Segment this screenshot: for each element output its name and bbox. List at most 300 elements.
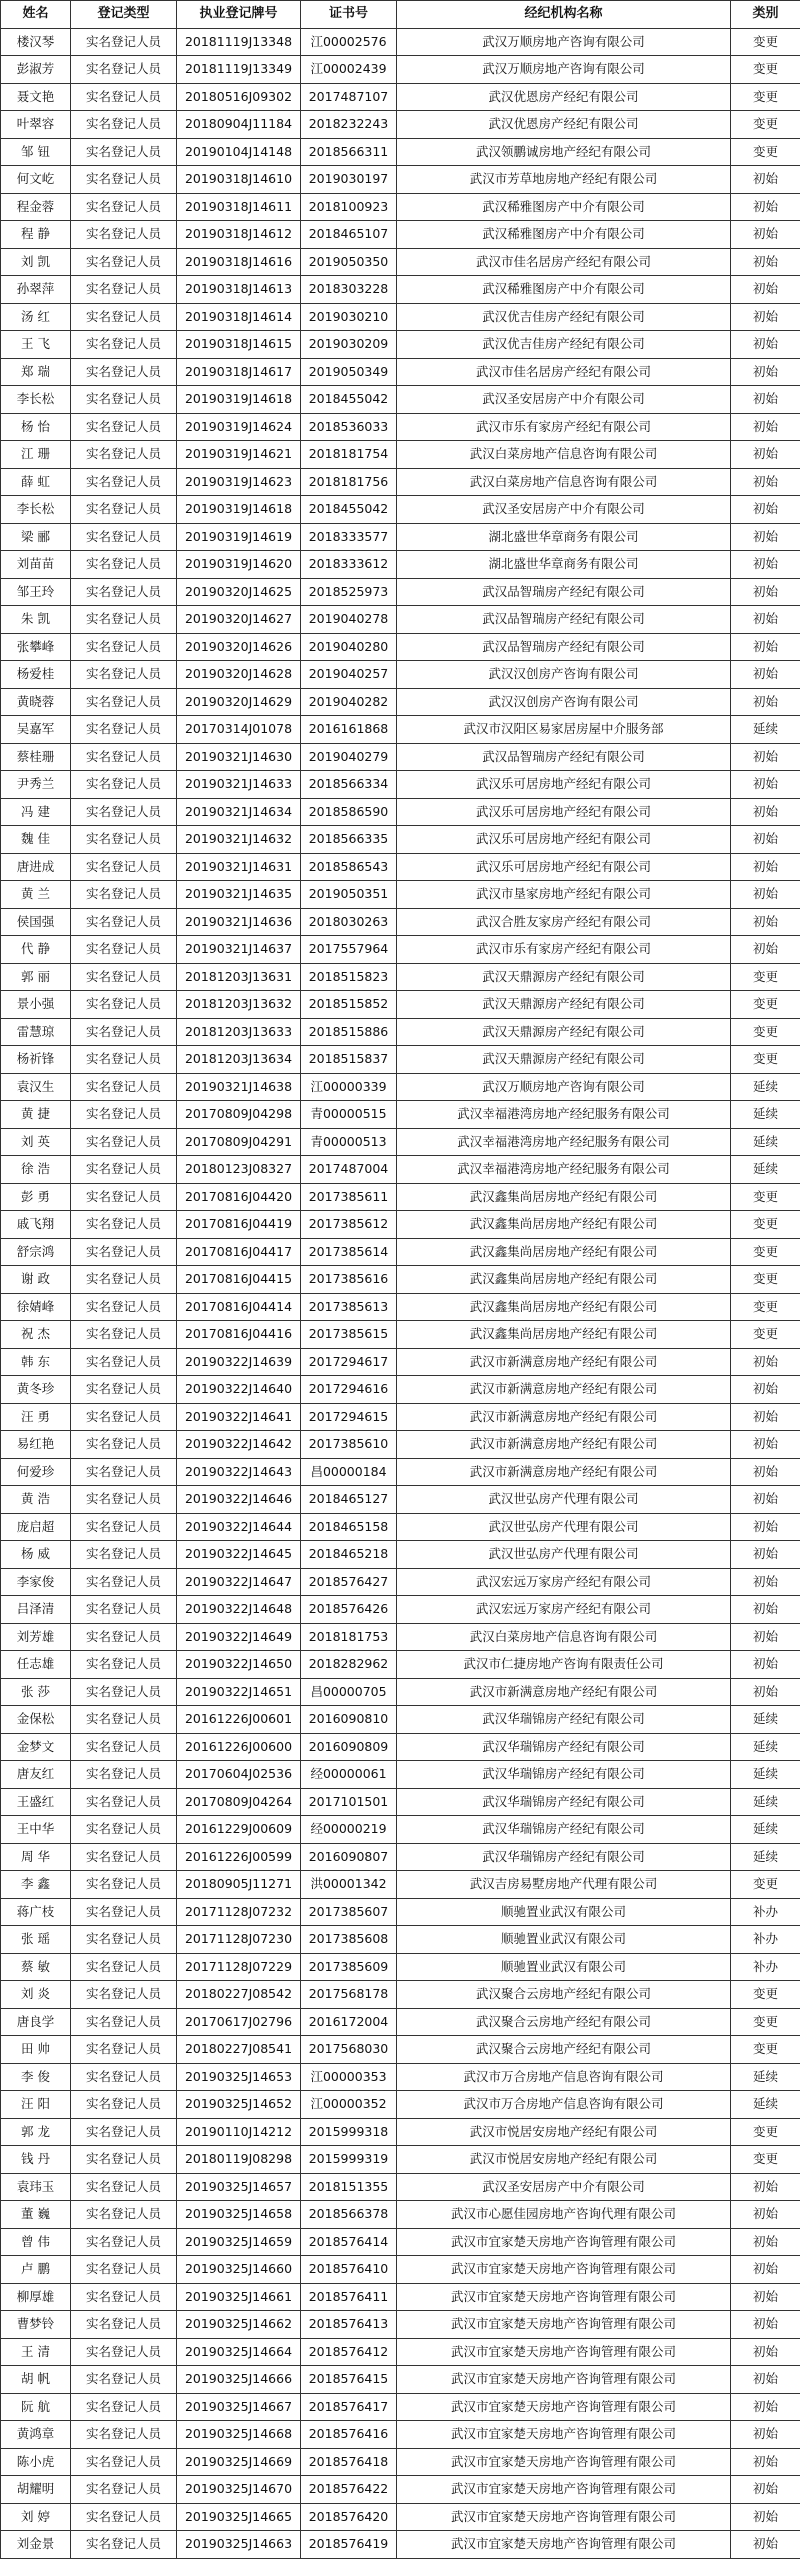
type-cell: 实名登记人员 [71,166,177,194]
category-cell: 初始 [731,221,800,249]
category-cell: 变更 [731,2036,800,2064]
exec-no-cell: 20190325J14652 [177,2091,301,2119]
cert-no-cell: 2017101501 [301,1788,397,1816]
name-cell: 孙翠萍 [1,276,71,304]
table-row [1,166,800,194]
agency-cell: 武汉稀雅图房产中介有限公司 [397,276,731,304]
table-row [1,826,800,854]
type-cell: 实名登记人员 [71,1321,177,1349]
cert-no-cell: 2018151355 [301,2173,397,2201]
cert-no-cell: 2017385609 [301,1953,397,1981]
type-cell: 实名登记人员 [71,1761,177,1789]
category-cell: 变更 [731,1293,800,1321]
table-row [1,111,800,139]
name-cell: 舒宗鸿 [1,1238,71,1266]
table-row [1,2448,800,2476]
table-row [1,1486,800,1514]
type-cell: 实名登记人员 [71,1486,177,1514]
name-cell: 蒋广枝 [1,1898,71,1926]
name-cell: 陈小虎 [1,2448,71,2476]
table-row [1,1156,800,1184]
exec-no-cell: 20190318J14613 [177,276,301,304]
agency-cell: 武汉聚合云房地产经纪有限公司 [397,1981,731,2009]
type-cell: 实名登记人员 [71,83,177,111]
cert-no-cell: 2019030197 [301,166,397,194]
exec-no-cell: 20180516J09302 [177,83,301,111]
type-cell: 实名登记人员 [71,881,177,909]
type-cell: 实名登记人员 [71,908,177,936]
agency-cell: 武汉白菜房地产信息咨询有限公司 [397,441,731,469]
type-cell: 实名登记人员 [71,386,177,414]
category-cell: 初始 [731,2366,800,2394]
name-cell: 雷慧琼 [1,1018,71,1046]
cert-no-cell: 江00000339 [301,1073,397,1101]
agency-cell: 武汉优吉佳房产经纪有限公司 [397,303,731,331]
cert-no-cell: 2018586543 [301,853,397,881]
exec-no-cell: 20190318J14614 [177,303,301,331]
category-cell: 变更 [731,963,800,991]
type-cell: 实名登记人员 [71,1348,177,1376]
agency-cell: 武汉圣安居房产中介有限公司 [397,496,731,524]
exec-no-cell: 20190319J14620 [177,551,301,579]
table-row [1,303,800,331]
exec-no-cell: 20190325J14657 [177,2173,301,2201]
agency-cell: 武汉圣安居房产中介有限公司 [397,2173,731,2201]
name-cell: 曹梦铃 [1,2311,71,2339]
agency-cell: 武汉华瑞锦房产经纪有限公司 [397,1706,731,1734]
name-cell: 郑 瑞 [1,358,71,386]
table-row [1,991,800,1019]
category-cell: 初始 [731,1623,800,1651]
name-cell: 黄 捷 [1,1101,71,1129]
table-row [1,2063,800,2091]
name-cell: 楼汉琴 [1,28,71,56]
agency-cell: 武汉圣安居房产中介有限公司 [397,386,731,414]
exec-no-cell: 20170809J04298 [177,1101,301,1129]
agency-cell: 武汉鑫集尚居房地产经纪有限公司 [397,1211,731,1239]
name-cell: 易红艳 [1,1431,71,1459]
type-cell: 实名登记人员 [71,2476,177,2504]
exec-no-cell: 20161226J00600 [177,1733,301,1761]
agency-cell: 武汉市新满意房地产经纪有限公司 [397,1458,731,1486]
table-row [1,2118,800,2146]
name-cell: 李长松 [1,386,71,414]
table-row [1,1348,800,1376]
category-cell: 初始 [731,496,800,524]
name-cell: 代 静 [1,936,71,964]
type-cell: 实名登记人员 [71,1513,177,1541]
category-cell: 初始 [731,1651,800,1679]
agency-cell: 武汉世弘房产代理有限公司 [397,1513,731,1541]
name-cell: 董 巍 [1,2201,71,2229]
table-row [1,1183,800,1211]
category-cell: 初始 [731,798,800,826]
cert-no-cell: 2018282962 [301,1651,397,1679]
table-row [1,468,800,496]
agency-cell: 武汉市汉阳区易家居房屋中介服务部 [397,716,731,744]
category-cell: 变更 [731,1981,800,2009]
name-cell: 黄冬珍 [1,1376,71,1404]
type-cell: 实名登记人员 [71,2036,177,2064]
category-cell: 初始 [731,1431,800,1459]
exec-no-cell: 20161226J00599 [177,1843,301,1871]
cert-no-cell: 2017385607 [301,1898,397,1926]
table-row [1,1403,800,1431]
name-cell: 彭淑芳 [1,56,71,84]
table-row [1,963,800,991]
exec-no-cell: 20190319J14623 [177,468,301,496]
cert-no-cell: 2018576422 [301,2476,397,2504]
header-name: 姓名 [1,1,71,29]
agency-cell: 武汉市宜家楚天房地产咨询管理有限公司 [397,2531,731,2559]
name-cell: 刘 炎 [1,1981,71,2009]
category-cell: 初始 [731,468,800,496]
agency-cell: 武汉天鼎源房产经纪有限公司 [397,1018,731,1046]
agency-cell: 武汉幸福港湾房地产经纪服务有限公司 [397,1101,731,1129]
category-cell: 初始 [731,2421,800,2449]
agency-cell: 武汉市宜家楚天房地产咨询管理有限公司 [397,2448,731,2476]
category-cell: 初始 [731,661,800,689]
category-cell: 变更 [731,2008,800,2036]
cert-no-cell: 2018333577 [301,523,397,551]
agency-cell: 武汉天鼎源房产经纪有限公司 [397,991,731,1019]
table-row [1,1266,800,1294]
agency-cell: 武汉市宜家楚天房地产咨询管理有限公司 [397,2393,731,2421]
cert-no-cell: 江00000352 [301,2091,397,2119]
cert-no-cell: 2018576412 [301,2338,397,2366]
name-cell: 袁汉生 [1,1073,71,1101]
name-cell: 江 珊 [1,441,71,469]
name-cell: 杨 怡 [1,413,71,441]
cert-no-cell: 江00002439 [301,56,397,84]
agency-cell: 武汉市新满意房地产经纪有限公司 [397,1376,731,1404]
type-cell: 实名登记人员 [71,2448,177,2476]
agency-cell: 武汉市新满意房地产经纪有限公司 [397,1431,731,1459]
cert-no-cell: 2019040280 [301,633,397,661]
table-row [1,908,800,936]
exec-no-cell: 20180905J11271 [177,1871,301,1899]
exec-no-cell: 20190322J14645 [177,1541,301,1569]
exec-no-cell: 20190325J14669 [177,2448,301,2476]
cert-no-cell: 2017568030 [301,2036,397,2064]
name-cell: 柳厚雄 [1,2283,71,2311]
cert-no-cell: 2018576410 [301,2256,397,2284]
name-cell: 朱 凯 [1,606,71,634]
type-cell: 实名登记人员 [71,2531,177,2559]
cert-no-cell: 经00000219 [301,1816,397,1844]
category-cell: 初始 [731,853,800,881]
table-row [1,936,800,964]
category-cell: 初始 [731,193,800,221]
name-cell: 彭 勇 [1,1183,71,1211]
table-row [1,1458,800,1486]
exec-no-cell: 20170314J01078 [177,716,301,744]
table-row [1,578,800,606]
table-row [1,1761,800,1789]
type-cell: 实名登记人员 [71,1046,177,1074]
cert-no-cell: 2017294616 [301,1376,397,1404]
category-cell: 初始 [731,936,800,964]
agency-cell: 武汉品智瑞房产经纪有限公司 [397,606,731,634]
table-row [1,2476,800,2504]
table-row [1,2008,800,2036]
table-row [1,1541,800,1569]
table-row [1,2283,800,2311]
type-cell: 实名登记人员 [71,826,177,854]
exec-no-cell: 20190321J14636 [177,908,301,936]
agency-cell: 武汉汉创房产咨询有限公司 [397,688,731,716]
category-cell: 变更 [731,991,800,1019]
category-cell: 初始 [731,358,800,386]
exec-no-cell: 20181119J13349 [177,56,301,84]
exec-no-cell: 20190325J14668 [177,2421,301,2449]
name-cell: 尹秀兰 [1,771,71,799]
type-cell: 实名登记人员 [71,1788,177,1816]
agency-cell: 武汉乐可居房地产经纪有限公司 [397,826,731,854]
exec-no-cell: 20190325J14664 [177,2338,301,2366]
category-cell: 初始 [731,2173,800,2201]
agency-cell: 武汉市宜家楚天房地产咨询管理有限公司 [397,2421,731,2449]
exec-no-cell: 20190318J14611 [177,193,301,221]
type-cell: 实名登记人员 [71,1596,177,1624]
type-cell: 实名登记人员 [71,2173,177,2201]
type-cell: 实名登记人员 [71,1568,177,1596]
table-row [1,2366,800,2394]
type-cell: 实名登记人员 [71,1816,177,1844]
exec-no-cell: 20190322J14647 [177,1568,301,1596]
table-row [1,1926,800,1954]
exec-no-cell: 20190322J14650 [177,1651,301,1679]
category-cell: 变更 [731,56,800,84]
table-row [1,1128,800,1156]
type-cell: 实名登记人员 [71,661,177,689]
table-row [1,853,800,881]
cert-no-cell: 昌00000184 [301,1458,397,1486]
type-cell: 实名登记人员 [71,1953,177,1981]
type-cell: 实名登记人员 [71,2063,177,2091]
type-cell: 实名登记人员 [71,1128,177,1156]
table-row [1,1981,800,2009]
category-cell: 初始 [731,1596,800,1624]
agency-cell: 武汉市宜家楚天房地产咨询管理有限公司 [397,2256,731,2284]
table-row [1,1293,800,1321]
category-cell: 初始 [731,606,800,634]
agency-cell: 武汉品智瑞房产经纪有限公司 [397,633,731,661]
agency-cell: 武汉汉创房产咨询有限公司 [397,661,731,689]
name-cell: 程 静 [1,221,71,249]
type-cell: 实名登记人员 [71,2338,177,2366]
name-cell: 汪 阳 [1,2091,71,2119]
table-row [1,2036,800,2064]
agency-cell: 武汉鑫集尚居房地产经纪有限公司 [397,1266,731,1294]
agency-cell: 武汉华瑞锦房产经纪有限公司 [397,1761,731,1789]
table-row [1,1376,800,1404]
exec-no-cell: 20171128J07229 [177,1953,301,1981]
exec-no-cell: 20180904J11184 [177,111,301,139]
type-cell: 实名登记人员 [71,1403,177,1431]
category-cell: 变更 [731,2146,800,2174]
name-cell: 蔡 敏 [1,1953,71,1981]
table-row [1,633,800,661]
type-cell: 实名登记人员 [71,276,177,304]
category-cell: 初始 [731,1513,800,1541]
category-cell: 初始 [731,2228,800,2256]
category-cell: 初始 [731,1678,800,1706]
name-cell: 庞启超 [1,1513,71,1541]
type-cell: 实名登记人员 [71,1623,177,1651]
exec-no-cell: 20190321J14632 [177,826,301,854]
agency-cell: 武汉市宜家楚天房地产咨询管理有限公司 [397,2338,731,2366]
category-cell: 初始 [731,166,800,194]
category-cell: 初始 [731,826,800,854]
table-row [1,1046,800,1074]
category-cell: 变更 [731,1238,800,1266]
type-cell: 实名登记人员 [71,551,177,579]
name-cell: 黄 浩 [1,1486,71,1514]
cert-no-cell: 2018576419 [301,2531,397,2559]
name-cell: 叶翠容 [1,111,71,139]
exec-no-cell: 20190322J14649 [177,1623,301,1651]
exec-no-cell: 20180227J08542 [177,1981,301,2009]
type-cell: 实名登记人员 [71,1073,177,1101]
exec-no-cell: 20170809J04291 [177,1128,301,1156]
agency-cell: 武汉市万合房地产信息咨询有限公司 [397,2091,731,2119]
category-cell: 初始 [731,2393,800,2421]
type-cell: 实名登记人员 [71,2503,177,2531]
name-cell: 冯 建 [1,798,71,826]
name-cell: 汪 勇 [1,1403,71,1431]
name-cell: 黄 兰 [1,881,71,909]
category-cell: 变更 [731,1266,800,1294]
name-cell: 李 鑫 [1,1871,71,1899]
name-cell: 徐 浩 [1,1156,71,1184]
exec-no-cell: 20190319J14621 [177,441,301,469]
type-cell: 实名登记人员 [71,578,177,606]
agency-cell: 顺驰置业武汉有限公司 [397,1898,731,1926]
header-cert-no: 证书号 [301,1,397,29]
category-cell: 变更 [731,111,800,139]
cert-no-cell: 2017487004 [301,1156,397,1184]
type-cell: 实名登记人员 [71,1706,177,1734]
table-row [1,1431,800,1459]
table-row [1,56,800,84]
name-cell: 李长松 [1,496,71,524]
exec-no-cell: 20161229J00609 [177,1816,301,1844]
cert-no-cell: 2018576420 [301,2503,397,2531]
name-cell: 黄晓蓉 [1,688,71,716]
exec-no-cell: 20190321J14633 [177,771,301,799]
category-cell: 延续 [731,2063,800,2091]
name-cell: 邹 钮 [1,138,71,166]
table-row [1,413,800,441]
type-cell: 实名登记人员 [71,468,177,496]
table-row [1,551,800,579]
category-cell: 补办 [731,1953,800,1981]
cert-no-cell: 2017385610 [301,1431,397,1459]
table-body [1,28,800,2558]
exec-no-cell: 20180119J08298 [177,2146,301,2174]
exec-no-cell: 20171128J07230 [177,1926,301,1954]
exec-no-cell: 20190325J14670 [177,2476,301,2504]
type-cell: 实名登记人员 [71,248,177,276]
exec-no-cell: 20170617J02796 [177,2008,301,2036]
name-cell: 唐友红 [1,1761,71,1789]
category-cell: 变更 [731,1046,800,1074]
name-cell: 郭 龙 [1,2118,71,2146]
cert-no-cell: 洪00001342 [301,1871,397,1899]
agency-cell: 武汉领鹏诚房地产经纪有限公司 [397,138,731,166]
category-cell: 延续 [731,716,800,744]
category-cell: 初始 [731,633,800,661]
name-cell: 戚飞翔 [1,1211,71,1239]
category-cell: 初始 [731,523,800,551]
table-row [1,276,800,304]
type-cell: 实名登记人员 [71,193,177,221]
name-cell: 郭 丽 [1,963,71,991]
agency-cell: 武汉白菜房地产信息咨询有限公司 [397,1623,731,1651]
agency-cell: 武汉市佳名居房产经纪有限公司 [397,248,731,276]
cert-no-cell: 2017568178 [301,1981,397,2009]
agency-cell: 武汉市宜家楚天房地产咨询管理有限公司 [397,2283,731,2311]
name-cell: 李 俊 [1,2063,71,2091]
name-cell: 阮 航 [1,2393,71,2421]
category-cell: 初始 [731,1541,800,1569]
name-cell: 景小强 [1,991,71,1019]
table-row [1,331,800,359]
exec-no-cell: 20181203J13632 [177,991,301,1019]
cert-no-cell: 2018566334 [301,771,397,799]
cert-no-cell: 2018566311 [301,138,397,166]
category-cell: 初始 [731,303,800,331]
cert-no-cell: 2019050349 [301,358,397,386]
type-cell: 实名登记人员 [71,853,177,881]
cert-no-cell: 2018100923 [301,193,397,221]
cert-no-cell: 2015999318 [301,2118,397,2146]
type-cell: 实名登记人员 [71,1211,177,1239]
type-cell: 实名登记人员 [71,688,177,716]
type-cell: 实名登记人员 [71,441,177,469]
name-cell: 唐进成 [1,853,71,881]
table-row [1,1568,800,1596]
type-cell: 实名登记人员 [71,221,177,249]
name-cell: 蔡桂珊 [1,743,71,771]
name-cell: 王盛红 [1,1788,71,1816]
agency-cell: 武汉市新满意房地产经纪有限公司 [397,1678,731,1706]
cert-no-cell: 2018181756 [301,468,397,496]
cert-no-cell: 青00000513 [301,1128,397,1156]
cert-no-cell: 经00000061 [301,1761,397,1789]
cert-no-cell: 2018181754 [301,441,397,469]
agency-cell: 武汉华瑞锦房产经纪有限公司 [397,1843,731,1871]
name-cell: 刘 英 [1,1128,71,1156]
cert-no-cell: 2019050351 [301,881,397,909]
agency-cell: 武汉市乐有家房产经纪有限公司 [397,936,731,964]
agency-cell: 武汉聚合云房地产经纪有限公司 [397,2036,731,2064]
category-cell: 初始 [731,2283,800,2311]
agency-cell: 武汉市悦居安房地产经纪有限公司 [397,2118,731,2146]
category-cell: 初始 [731,2476,800,2504]
exec-no-cell: 20190319J14618 [177,386,301,414]
name-cell: 杨祈锋 [1,1046,71,1074]
category-cell: 延续 [731,1706,800,1734]
name-cell: 黄鸿章 [1,2421,71,2449]
exec-no-cell: 20190321J14631 [177,853,301,881]
agency-cell: 武汉华瑞锦房产经纪有限公司 [397,1788,731,1816]
cert-no-cell: 2018576414 [301,2228,397,2256]
exec-no-cell: 20170816J04420 [177,1183,301,1211]
category-cell: 变更 [731,28,800,56]
type-cell: 实名登记人员 [71,1266,177,1294]
